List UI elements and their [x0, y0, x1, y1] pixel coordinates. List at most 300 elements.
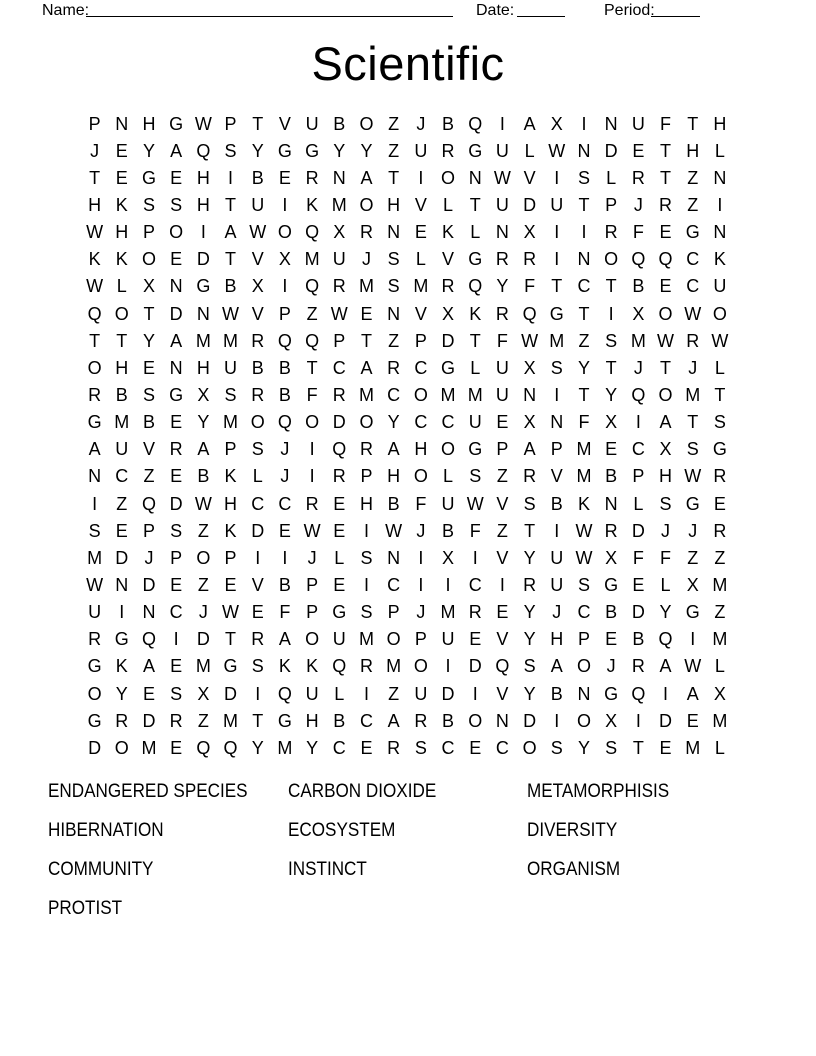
grid-letter: I — [635, 412, 641, 433]
grid-letter: Q — [305, 276, 320, 297]
grid-letter: Q — [305, 222, 320, 243]
grid-letter: X — [523, 222, 536, 243]
name-blank-line — [86, 0, 453, 17]
grid-letter: X — [713, 683, 726, 704]
grid-letter: R — [88, 629, 102, 650]
grid-letter: E — [115, 140, 128, 161]
grid-letter: Z — [306, 303, 318, 324]
grid-letter: R — [713, 466, 727, 487]
grid-letter: E — [713, 493, 726, 514]
grid-letter: T — [578, 303, 590, 324]
grid-letter: L — [334, 683, 345, 704]
grid-letter: R — [441, 140, 455, 161]
grid-letter: F — [469, 520, 481, 541]
grid-letter: L — [714, 140, 725, 161]
grid-letter: R — [251, 629, 265, 650]
grid-letter: A — [523, 113, 536, 134]
grid-letter: C — [414, 357, 428, 378]
grid-letter: T — [469, 194, 481, 215]
grid-letter: G — [685, 493, 700, 514]
grid-letter: R — [468, 602, 482, 623]
grid-letter: R — [604, 520, 618, 541]
grid-letter: M — [358, 629, 374, 650]
grid-letter: J — [416, 113, 426, 134]
grid-letter: P — [170, 547, 183, 568]
grid-letter: L — [633, 493, 644, 514]
grid-letter: Z — [388, 330, 400, 351]
grid-letter: U — [468, 412, 482, 433]
grid-letter: C — [495, 737, 509, 758]
grid-letter: K — [306, 194, 319, 215]
grid-letter: M — [712, 710, 728, 731]
grid-letter: R — [387, 357, 401, 378]
grid-letter: P — [278, 303, 291, 324]
grid-letter: Y — [577, 357, 590, 378]
grid-letter: H — [224, 493, 238, 514]
grid-letter: Y — [115, 683, 128, 704]
grid-letter: Y — [333, 140, 346, 161]
grid-letter: S — [414, 737, 427, 758]
grid-letter: B — [142, 412, 155, 433]
grid-letter: L — [606, 167, 617, 188]
grid-letter: K — [577, 493, 590, 514]
grid-letter: Y — [523, 629, 536, 650]
grid-letter: J — [688, 520, 698, 541]
grid-letter: A — [550, 656, 563, 677]
grid-letter: W — [711, 330, 729, 351]
grid-letter: M — [467, 384, 483, 405]
grid-letter: E — [360, 303, 373, 324]
grid-letter: M — [358, 276, 374, 297]
grid-letter: E — [224, 574, 237, 595]
grid-letter: R — [359, 656, 373, 677]
grid-letter: G — [604, 683, 619, 704]
grid-letter: B — [442, 520, 455, 541]
grid-letter: M — [223, 330, 239, 351]
grid-letter: W — [303, 520, 321, 541]
grid-letter: N — [115, 574, 129, 595]
grid-letter: X — [197, 384, 210, 405]
grid-letter: O — [413, 384, 428, 405]
grid-letter: K — [278, 656, 291, 677]
grid-letter: V — [251, 249, 264, 270]
grid-letter: L — [443, 194, 454, 215]
grid-letter: I — [717, 194, 723, 215]
grid-letter: U — [441, 493, 455, 514]
grid-letter: Y — [306, 737, 319, 758]
grid-letter: E — [605, 439, 618, 460]
grid-letter: T — [632, 737, 644, 758]
grid-letter: P — [224, 113, 237, 134]
grid-letter: R — [251, 330, 265, 351]
grid-letter: G — [277, 710, 292, 731]
grid-letter: W — [684, 466, 702, 487]
grid-letter: M — [685, 737, 701, 758]
grid-letter: K — [88, 249, 101, 270]
grid-letter: H — [387, 466, 401, 487]
grid-letter: I — [554, 167, 560, 188]
grid-letter: L — [470, 222, 481, 243]
grid-letter: Y — [496, 276, 509, 297]
grid-letter: I — [363, 520, 369, 541]
word-list-column-1 — [48, 772, 270, 928]
grid-letter: U — [332, 629, 346, 650]
grid-letter: S — [659, 493, 672, 514]
grid-letter: Q — [631, 683, 646, 704]
grid-letter: W — [466, 493, 484, 514]
grid-letter: M — [576, 439, 592, 460]
grid-letter: D — [169, 303, 183, 324]
grid-letter: T — [143, 303, 155, 324]
grid-letter: R — [305, 167, 319, 188]
grid-letter: O — [413, 656, 428, 677]
grid-letter: M — [712, 574, 728, 595]
grid-letter: R — [713, 520, 727, 541]
grid-letter: W — [575, 520, 593, 541]
grid-letter: Z — [687, 194, 699, 215]
grid-letter: O — [576, 656, 591, 677]
grid-letter: B — [278, 384, 291, 405]
grid-letter: U — [495, 384, 509, 405]
grid-letter: J — [552, 602, 562, 623]
grid-letter: B — [197, 466, 210, 487]
grid-letter: E — [469, 737, 482, 758]
grid-letter: B — [442, 710, 455, 731]
word-list-item: CARBON DIOXIDE — [288, 781, 437, 802]
grid-letter: I — [418, 574, 424, 595]
grid-letter: J — [198, 602, 208, 623]
grid-letter: C — [441, 412, 455, 433]
grid-letter: Q — [87, 303, 102, 324]
grid-letter: E — [469, 629, 482, 650]
grid-letter: E — [115, 167, 128, 188]
grid-letter: G — [114, 629, 129, 650]
grid-letter: N — [169, 357, 183, 378]
grid-letter: I — [554, 222, 560, 243]
grid-letter: O — [305, 629, 320, 650]
grid-letter: I — [554, 249, 560, 270]
grid-letter: F — [415, 493, 427, 514]
grid-letter: Y — [197, 412, 210, 433]
grid-letter: W — [222, 303, 240, 324]
grid-letter: Z — [687, 547, 699, 568]
grid-letter: I — [608, 303, 614, 324]
grid-letter: O — [359, 412, 374, 433]
grid-letter: Q — [196, 140, 211, 161]
grid-letter: D — [441, 330, 455, 351]
name-label: Name: — [42, 2, 90, 19]
grid-letter: H — [686, 140, 700, 161]
grid-letter: M — [331, 194, 347, 215]
grid-letter: D — [631, 602, 645, 623]
grid-letter: R — [332, 384, 346, 405]
grid-letter: H — [88, 194, 102, 215]
grid-letter: Y — [605, 384, 618, 405]
grid-letter: N — [577, 140, 591, 161]
grid-letter: U — [495, 194, 509, 215]
grid-letter: O — [413, 466, 428, 487]
grid-letter: A — [278, 629, 291, 650]
grid-letter: O — [114, 737, 129, 758]
grid-letter: W — [86, 222, 104, 243]
puzzle-title: Scientific — [311, 37, 505, 90]
grid-letter: P — [414, 330, 427, 351]
grid-letter: Q — [332, 656, 347, 677]
grid-letter: I — [92, 493, 98, 514]
grid-letter: E — [605, 629, 618, 650]
word-list-item: INSTINCT — [288, 859, 367, 880]
grid-letter: J — [90, 140, 100, 161]
grid-letter: I — [472, 547, 478, 568]
grid-letter: O — [359, 113, 374, 134]
grid-letter: W — [657, 330, 675, 351]
grid-letter: W — [330, 303, 348, 324]
grid-letter: Z — [496, 466, 508, 487]
grid-letter: M — [440, 384, 456, 405]
grid-letter: I — [282, 194, 288, 215]
grid-letter: S — [88, 520, 101, 541]
grid-letter: V — [496, 493, 509, 514]
grid-letter: U — [713, 276, 727, 297]
grid-letter: W — [385, 520, 403, 541]
grid-letter: H — [550, 629, 564, 650]
grid-letter: I — [635, 710, 641, 731]
grid-letter: S — [577, 574, 590, 595]
grid-letter: B — [251, 167, 264, 188]
grid-letter: I — [255, 683, 261, 704]
grid-letter: F — [578, 412, 590, 433]
grid-letter: U — [414, 140, 428, 161]
grid-letter: I — [363, 683, 369, 704]
grid-letter: C — [359, 710, 373, 731]
grid-letter: Q — [305, 330, 320, 351]
grid-letter: Z — [687, 167, 699, 188]
grid-letter: H — [305, 710, 319, 731]
grid-letter: S — [550, 357, 563, 378]
grid-letter: D — [441, 683, 455, 704]
grid-letter: Y — [577, 737, 590, 758]
grid-letter: S — [224, 384, 237, 405]
grid-letter: N — [115, 113, 129, 134]
grid-letter: P — [224, 439, 237, 460]
grid-letter: E — [659, 276, 672, 297]
grid-letter: N — [577, 683, 591, 704]
grid-letter: M — [440, 602, 456, 623]
grid-letter: M — [223, 412, 239, 433]
grid-letter: U — [550, 574, 564, 595]
grid-letter: K — [115, 249, 128, 270]
grid-letter: P — [577, 629, 590, 650]
grid-letter: T — [252, 710, 264, 731]
grid-letter: H — [142, 113, 156, 134]
grid-letter: R — [305, 493, 319, 514]
grid-letter: T — [551, 276, 563, 297]
grid-letter: O — [522, 737, 537, 758]
grid-letter: C — [278, 493, 292, 514]
grid-letter: H — [196, 194, 210, 215]
grid-letter: G — [712, 439, 727, 460]
grid-letter: H — [713, 113, 727, 134]
grid-letter: Z — [197, 710, 209, 731]
grid-letter: J — [661, 520, 671, 541]
grid-letter: I — [581, 222, 587, 243]
grid-letter: U — [550, 547, 564, 568]
grid-letter: G — [685, 222, 700, 243]
grid-letter: E — [170, 466, 183, 487]
grid-letter: S — [170, 194, 183, 215]
grid-letter: J — [361, 249, 371, 270]
grid-letter: O — [441, 167, 456, 188]
grid-letter: V — [142, 439, 155, 460]
grid-letter: X — [523, 357, 536, 378]
grid-letter: X — [605, 710, 618, 731]
grid-letter: R — [88, 384, 102, 405]
grid-letter: V — [550, 466, 563, 487]
grid-letter: J — [307, 547, 317, 568]
grid-letter: T — [660, 357, 672, 378]
grid-letter: A — [224, 222, 237, 243]
grid-letter: M — [413, 276, 429, 297]
grid-letter: E — [278, 520, 291, 541]
grid-letter: I — [255, 547, 261, 568]
grid-letter: N — [142, 602, 156, 623]
word-list-item: ORGANISM — [527, 859, 621, 880]
grid-letter: S — [251, 656, 264, 677]
grid-letter: D — [196, 249, 210, 270]
grid-letter: K — [224, 520, 237, 541]
grid-letter: W — [521, 330, 539, 351]
date-blank-line — [517, 0, 565, 17]
grid-letter: E — [659, 222, 672, 243]
grid-letter: P — [387, 602, 400, 623]
grid-letter: N — [196, 303, 210, 324]
grid-letter: E — [170, 574, 183, 595]
grid-letter: E — [659, 737, 672, 758]
grid-letter: N — [88, 466, 102, 487]
grid-letter: S — [550, 737, 563, 758]
grid-letter: M — [304, 249, 320, 270]
date-label: Date: — [476, 2, 515, 19]
grid-letter: R — [495, 303, 509, 324]
grid-letter: R — [631, 167, 645, 188]
grid-letter: N — [387, 303, 401, 324]
grid-letter: I — [472, 683, 478, 704]
grid-letter: S — [360, 547, 373, 568]
grid-letter: A — [360, 357, 373, 378]
grid-letter: M — [576, 466, 592, 487]
grid-letter: K — [115, 656, 128, 677]
grid-letter: I — [309, 466, 315, 487]
grid-letter: Q — [468, 276, 483, 297]
grid-letter: K — [115, 194, 128, 215]
grid-letter: I — [418, 547, 424, 568]
grid-letter: E — [142, 357, 155, 378]
grid-letter: B — [387, 493, 400, 514]
grid-letter: T — [605, 276, 617, 297]
grid-letter: N — [495, 222, 509, 243]
grid-letter: U — [224, 357, 238, 378]
grid-letter: Y — [142, 330, 155, 351]
grid-letter: T — [252, 113, 264, 134]
grid-letter: B — [632, 629, 645, 650]
grid-letter: R — [115, 710, 129, 731]
grid-letter: T — [89, 167, 101, 188]
grid-letter: T — [225, 629, 237, 650]
grid-letter: V — [251, 574, 264, 595]
grid-letter: M — [386, 656, 402, 677]
grid-letter: E — [333, 574, 346, 595]
grid-letter: I — [663, 683, 669, 704]
grid-letter: O — [114, 303, 129, 324]
grid-letter: D — [224, 683, 238, 704]
grid-letter: R — [523, 466, 537, 487]
grid-letter: D — [659, 710, 673, 731]
grid-letter: X — [278, 249, 291, 270]
grid-letter: P — [306, 574, 319, 595]
grid-letter: U — [332, 249, 346, 270]
grid-letter: F — [306, 384, 318, 405]
grid-letter: E — [333, 520, 346, 541]
grid-letter: D — [169, 493, 183, 514]
grid-letter: E — [170, 737, 183, 758]
grid-letter: O — [576, 710, 591, 731]
grid-letter: G — [169, 113, 184, 134]
grid-letter: X — [605, 547, 618, 568]
grid-letter: P — [605, 194, 618, 215]
grid-letter: F — [660, 113, 672, 134]
grid-letter: W — [548, 140, 566, 161]
grid-letter: F — [632, 222, 644, 243]
grid-letter: F — [496, 330, 508, 351]
grid-letter: P — [142, 222, 155, 243]
grid-letter: J — [144, 547, 154, 568]
grid-letter: S — [523, 493, 536, 514]
grid-letter: S — [523, 656, 536, 677]
grid-letter: A — [88, 439, 101, 460]
grid-letter: E — [115, 520, 128, 541]
grid-letter: S — [713, 412, 726, 433]
grid-letter: P — [224, 547, 237, 568]
grid-letter: N — [713, 222, 727, 243]
grid-letter: B — [333, 113, 346, 134]
grid-letter: Z — [197, 574, 209, 595]
grid-letter: R — [631, 656, 645, 677]
grid-letter: G — [604, 574, 619, 595]
grid-letter: C — [441, 737, 455, 758]
grid-letter: G — [223, 656, 238, 677]
grid-letter: I — [282, 276, 288, 297]
grid-letter: U — [441, 629, 455, 650]
grid-letter: G — [468, 249, 483, 270]
grid-letter: P — [550, 439, 563, 460]
grid-letter: G — [141, 167, 156, 188]
grid-letter: S — [224, 140, 237, 161]
grid-letter: S — [605, 330, 618, 351]
grid-letter: U — [495, 357, 509, 378]
grid-letter: R — [495, 249, 509, 270]
grid-letter: A — [360, 167, 373, 188]
grid-letter: S — [387, 249, 400, 270]
grid-letter: T — [687, 412, 699, 433]
grid-letter: R — [441, 276, 455, 297]
grid-letter: H — [387, 194, 401, 215]
word-list-item: ENDANGERED SPECIES — [48, 781, 248, 802]
grid-letter: R — [604, 222, 618, 243]
grid-letter: S — [251, 439, 264, 460]
grid-letter: C — [577, 276, 591, 297]
grid-letter: T — [225, 194, 237, 215]
grid-letter: O — [658, 384, 673, 405]
